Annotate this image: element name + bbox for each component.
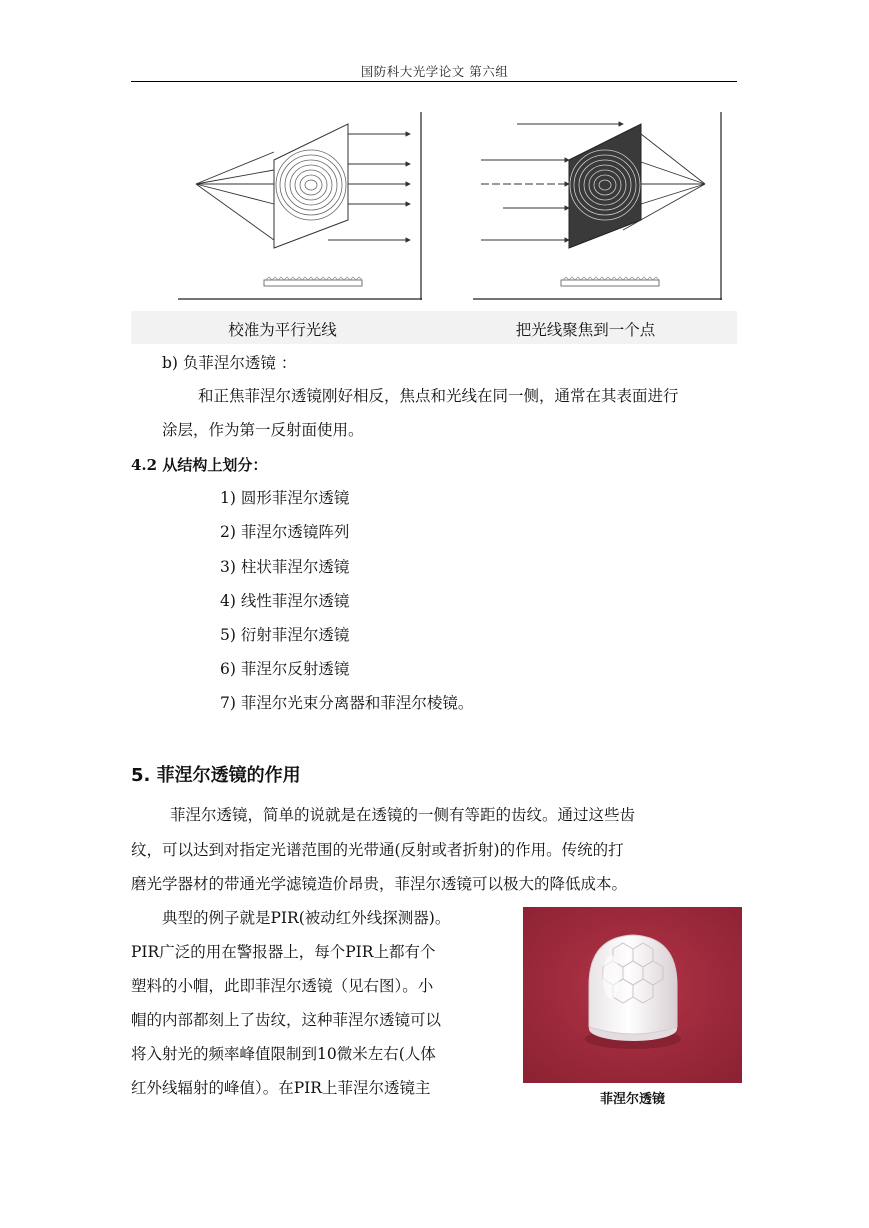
section-5-p1-line-1: 菲涅尔透镜，简单的说就是在透镜的一侧有等距的齿纹。通过这些齿 xyxy=(170,806,636,824)
photo-caption: 菲涅尔透镜 xyxy=(599,1092,665,1107)
section-5-p2-line-6: 红外线辐射的峰值）。在PIR上菲涅尔透镜主 xyxy=(131,1079,431,1097)
section-5-p1-line-2: 纹，可以达到对指定光谱范围的光带通(反射或者折射)的作用。传统的打 xyxy=(131,841,624,859)
focus-diagram xyxy=(473,112,722,300)
list-item: 2) 菲涅尔透镜阵列 xyxy=(220,523,350,541)
section-5-p2-line-3: 塑料的小帽，此即菲涅尔透镜（见右图）。小 xyxy=(131,977,434,995)
pir-lens-illustration xyxy=(523,907,742,1083)
section-5-p2-line-4: 帽的内部都刻上了齿纹，这种菲涅尔透镜可以 xyxy=(131,1011,442,1029)
list-item: 7) 菲涅尔光束分离器和菲涅尔棱镜。 xyxy=(220,694,474,712)
collimate-diagram xyxy=(178,112,422,300)
list-item: 3) 柱状菲涅尔透镜 xyxy=(220,558,350,576)
figure-focus xyxy=(473,112,722,300)
section-4-2-title: 4.2 从结构上划分： xyxy=(131,456,268,474)
list-item: 1) 圆形菲涅尔透镜 xyxy=(220,489,350,507)
section-5-title: 5. 菲涅尔透镜的作用 xyxy=(131,765,301,786)
pir-lens-photo xyxy=(523,907,742,1083)
section-5-p2-line-5: 将入射光的频率峰值限制到10微米左右(人体 xyxy=(131,1045,436,1063)
section-5-p2-line-1: 典型的例子就是PIR(被动红外线探测器)。 xyxy=(162,909,451,927)
section-b-line-2: 涂层，作为第一反射面使用。 xyxy=(162,421,364,439)
caption-collimate: 校准为平行光线 xyxy=(228,321,337,339)
figure-collimate xyxy=(178,112,422,300)
running-header: 国防科大光学论文 第六组 xyxy=(360,64,509,79)
header-rule xyxy=(131,81,737,82)
list-item: 6) 菲涅尔反射透镜 xyxy=(220,660,350,678)
caption-focus: 把光线聚焦到一个点 xyxy=(515,321,656,339)
list-item: 5) 衍射菲涅尔透镜 xyxy=(220,626,350,644)
section-b-line-1: 和正焦菲涅尔透镜刚好相反，焦点和光线在同一侧，通常在其表面进行 xyxy=(198,387,679,405)
list-item: 4) 线性菲涅尔透镜 xyxy=(220,592,350,610)
section-5-p1-line-3: 磨光学器材的带通光学滤镜造价昂贵，菲涅尔透镜可以极大的降低成本。 xyxy=(131,875,628,893)
section-b-title: b) 负菲涅尔透镜 ： xyxy=(162,354,297,372)
section-5-p2-line-2: PIR广泛的用在警报器上，每个PIR上都有个 xyxy=(131,943,436,961)
